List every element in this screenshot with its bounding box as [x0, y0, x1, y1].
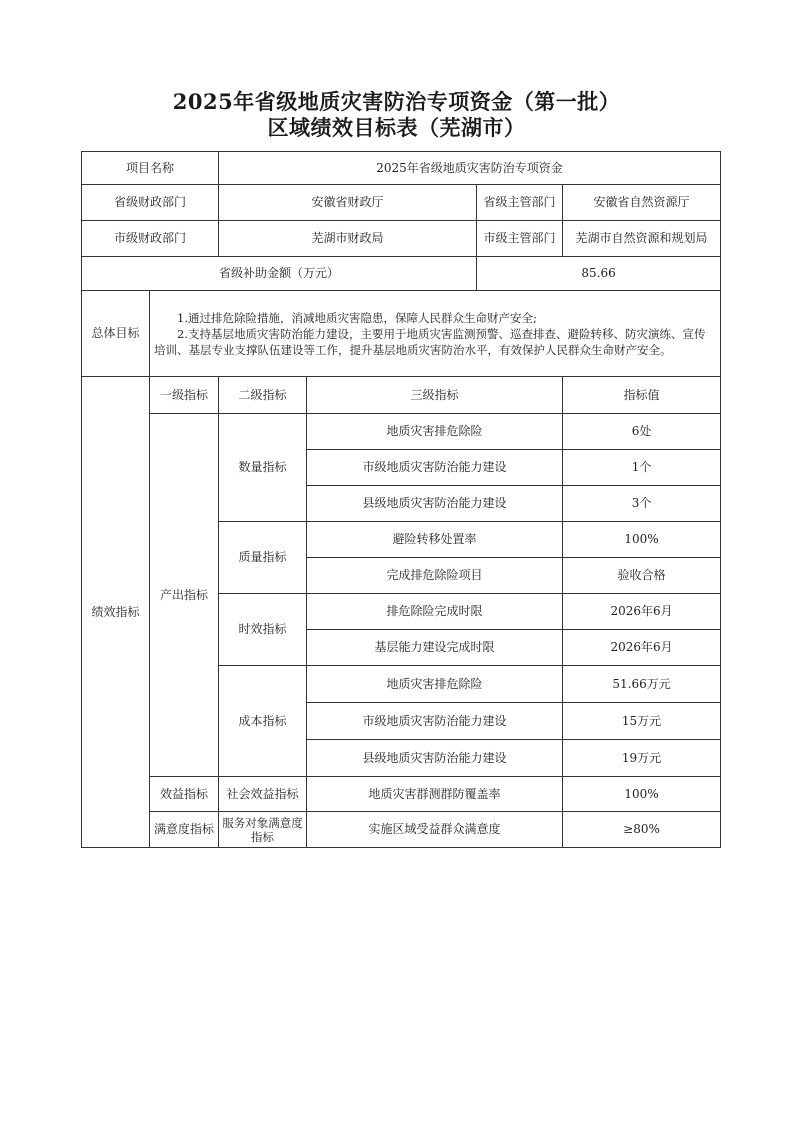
indicator-value: 100%: [563, 777, 721, 812]
indicator-name: 避险转移处置率: [307, 522, 563, 558]
header-level2: 二级指标: [219, 377, 307, 414]
table-row: [82, 221, 721, 257]
city-finance-value: 芜湖市财政局: [219, 221, 477, 257]
indicator-value: 6处: [563, 414, 721, 450]
indicator-value: 1个: [563, 450, 721, 486]
subsidy-label: 省级补助金额（万元）: [82, 257, 477, 291]
table-row: [82, 414, 721, 450]
subsidy-value: 85.66: [477, 257, 721, 291]
indicator-value: ≥80%: [563, 812, 721, 848]
prov-finance-label: 省级财政部门: [82, 185, 219, 221]
overall-goal-text: [150, 291, 721, 377]
satisfaction-indicator-label: 满意度指标: [150, 812, 219, 848]
quality-indicator-label: 质量指标: [219, 522, 307, 594]
indicator-name: 实施区域受益群众满意度: [307, 812, 563, 848]
indicator-value: 51.66万元: [563, 666, 721, 703]
indicator-name: 县级地质灾害防治能力建设: [307, 740, 563, 777]
indicator-name: 基层能力建设完成时限: [307, 630, 563, 666]
service-satisfaction-label: 服务对象满意度指标: [219, 812, 307, 848]
indicator-name: 地质灾害排危除险: [307, 414, 563, 450]
header-level1: 一级指标: [150, 377, 219, 414]
city-competent-value: 芜湖市自然资源和规划局: [563, 221, 721, 257]
table-row: [82, 257, 721, 291]
overall-goal-label: 总体目标: [82, 291, 150, 377]
city-competent-label: 市级主管部门: [477, 221, 563, 257]
indicator-name: 地质灾害排危除险: [307, 666, 563, 703]
indicator-value: 100%: [563, 522, 721, 558]
header-value: 指标值: [563, 377, 721, 414]
benefit-indicator-label: 效益指标: [150, 777, 219, 812]
table-row: [82, 377, 721, 414]
indicator-value: 2026年6月: [563, 594, 721, 630]
performance-label: 绩效指标: [82, 377, 150, 848]
indicator-name: 完成排危除险项目: [307, 558, 563, 594]
cost-indicator-label: 成本指标: [219, 666, 307, 777]
table-row: [82, 812, 721, 848]
header-level3: 三级指标: [307, 377, 563, 414]
city-finance-label: 市级财政部门: [82, 221, 219, 257]
table-row: [82, 152, 721, 185]
prov-competent-label: 省级主管部门: [477, 185, 563, 221]
output-indicator-label: 产出指标: [150, 414, 219, 777]
document-title-line2: 区域绩效目标表（芜湖市）: [267, 115, 526, 140]
document-title-line1: 2025年省级地质灾害防治专项资金（第一批）: [172, 89, 621, 114]
indicator-value: 验收合格: [563, 558, 721, 594]
indicator-name: 县级地质灾害防治能力建设: [307, 486, 563, 522]
quantity-indicator-label: 数量指标: [219, 414, 307, 522]
indicator-value: 3个: [563, 486, 721, 522]
overall-goal-item-2: 2.支持基层地质灾害防治能力建设，主要用于地质灾害监测预警、巡查排查、避险转移、防灾演练、宣传培训、基层专业支撑队伍建设等工作，提升基层地质灾害防治水平，有效保护人民群众生命财产安全。: [154, 326, 706, 357]
prov-finance-value: 安徽省财政厅: [219, 185, 477, 221]
overall-goal-item-1: 1.通过排危除险措施，消减地质灾害隐患，保障人民群众生命财产安全;: [177, 310, 537, 325]
indicator-name: 地质灾害群测群防覆盖率: [307, 777, 563, 812]
indicator-name: 市级地质灾害防治能力建设: [307, 450, 563, 486]
table-row: [82, 777, 721, 812]
indicator-value: 15万元: [563, 703, 721, 740]
social-benefit-label: 社会效益指标: [219, 777, 307, 812]
performance-target-table: [81, 151, 721, 848]
project-name-label: 项目名称: [82, 152, 219, 185]
prov-competent-value: 安徽省自然资源厅: [563, 185, 721, 221]
indicator-value: 19万元: [563, 740, 721, 777]
indicator-name: 市级地质灾害防治能力建设: [307, 703, 563, 740]
table-row: [82, 185, 721, 221]
indicator-value: 2026年6月: [563, 630, 721, 666]
timeliness-indicator-label: 时效指标: [219, 594, 307, 666]
table-row: [82, 291, 721, 377]
indicator-name: 排危除险完成时限: [307, 594, 563, 630]
project-name-value: 2025年省级地质灾害防治专项资金: [219, 152, 721, 185]
